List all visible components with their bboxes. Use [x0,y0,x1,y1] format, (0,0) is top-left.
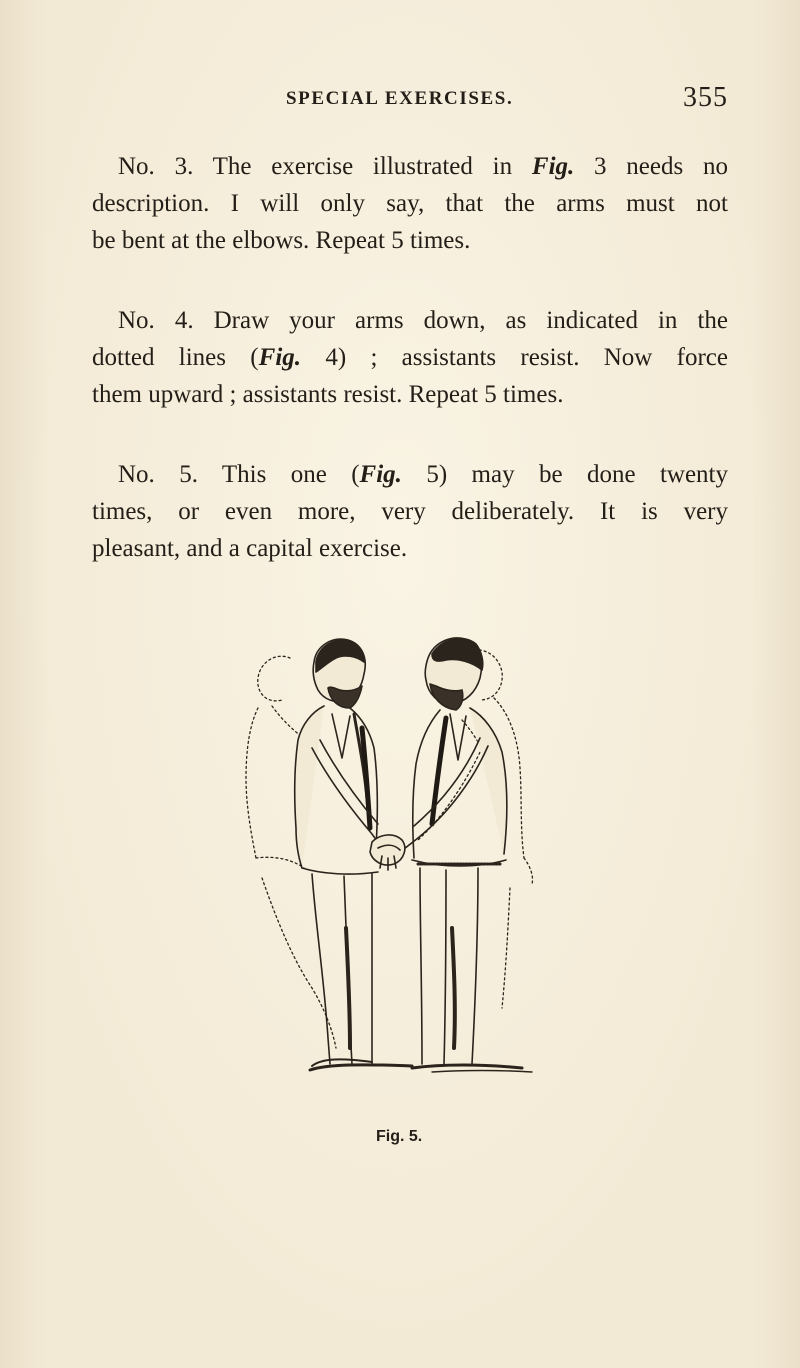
paragraph-line: times, or even more, very deliberately. It is very [92,498,728,525]
paragraph-line: pleasant, and a capital exercise. [92,535,408,562]
dotted-outline-figure-right [418,650,533,1008]
paragraph-exercise-5 [92,456,728,567]
paragraph-exercise-4 [92,302,728,413]
running-head [0,82,800,122]
page-number: 355 [683,82,728,113]
paragraph-line: No. 5. This one (Fig. 5) may be done twenty [118,461,728,488]
paragraph-line: No. 3. The exercise illustrated in Fig. 3 needs no [118,153,728,180]
running-title: SPECIAL EXERCISES. [286,88,514,109]
right-man-figure [392,638,532,1072]
paragraph-line: No. 4. Draw your arms down, as indicated in the [118,307,728,334]
paragraph-line: them upward ; assistants resist. Repeat 5 times. [92,381,564,408]
figure-caption: Fig. 5. [376,1128,423,1145]
paragraph-line: be bent at the elbows. Repeat 5 times. [92,227,471,254]
paragraph-line: dotted lines (Fig. 4) ; assistants resist. Now force [92,344,728,371]
paragraph-line: description. I will only say, that the arms must not [92,190,728,217]
clasped-hands [370,835,405,870]
paragraph-exercise-3 [92,148,728,259]
figure-5-illustration [232,628,572,1088]
